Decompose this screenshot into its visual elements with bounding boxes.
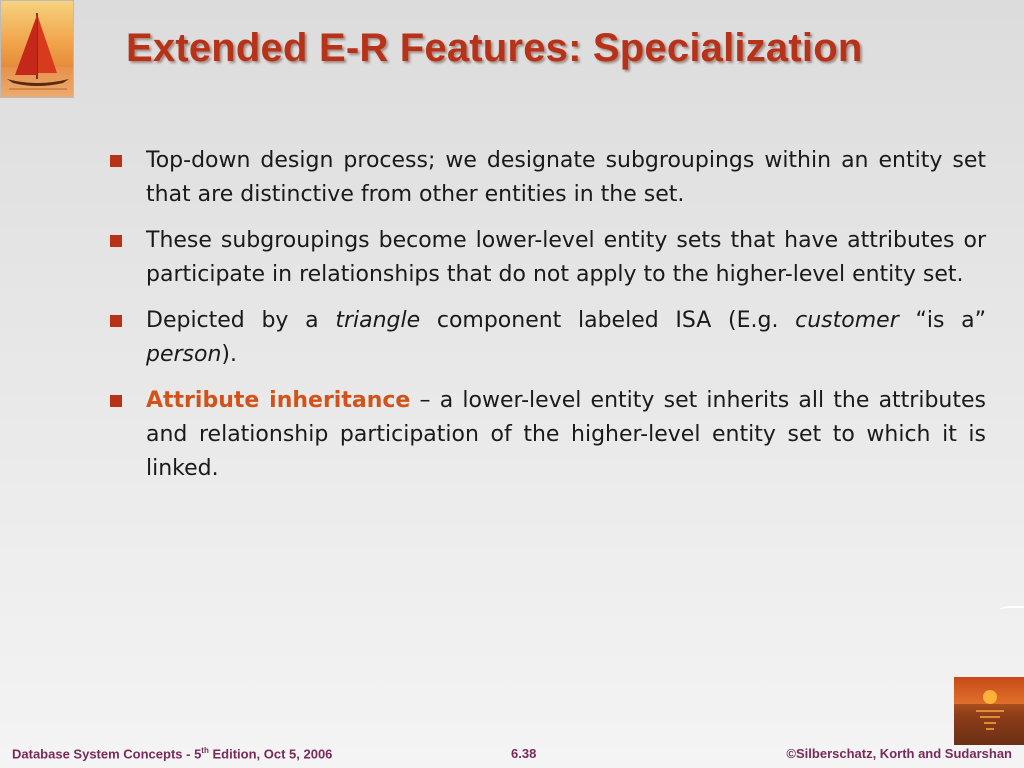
sunset-icon	[954, 677, 1024, 745]
square-bullet-icon	[110, 315, 122, 327]
bullet-item	[110, 384, 986, 486]
bullet-item	[110, 144, 986, 212]
bullet-item	[110, 304, 986, 372]
square-bullet-icon	[110, 155, 122, 167]
italic-term: triangle	[335, 308, 421, 333]
bullet-text: Depicted by a	[146, 308, 336, 333]
bullet-text: component labeled ISA (E.g.	[420, 308, 796, 333]
bullet-item	[110, 224, 986, 292]
highlight-term: Attribute inheritance	[146, 388, 411, 413]
bullet-text: “is a”	[898, 308, 986, 333]
footer	[0, 746, 1024, 764]
bullet-text: ).	[221, 342, 237, 367]
bullet-text: – a lower-level entity set inherits all the attributes and relationship participation of the higher-level entity set to which it is linked.	[146, 388, 986, 481]
bullet-list	[110, 144, 986, 498]
slide-title: Extended E-R Features: Specialization	[126, 26, 863, 70]
bullet-text: These subgroupings become lower-level entity sets that have attributes or participate in relationships that do not apply to the higher-level entity set.	[146, 228, 986, 287]
sailboat-logo-icon	[0, 0, 74, 98]
footer-copyright: ©Silberschatz, Korth and Sudarshan	[786, 746, 1012, 761]
decorative-curve	[1000, 606, 1024, 614]
footer-book-title: Database System Concepts - 5th Edition, Oct 5, 2006	[12, 746, 333, 762]
square-bullet-icon	[110, 395, 122, 407]
italic-term: customer	[795, 308, 899, 333]
bullet-text: Top-down design process; we designate subgroupings within an entity set that are distinctive from other entities in the set.	[146, 148, 986, 207]
italic-term: person	[146, 342, 222, 367]
square-bullet-icon	[110, 235, 122, 247]
footer-page-number: 6.38	[511, 746, 537, 761]
